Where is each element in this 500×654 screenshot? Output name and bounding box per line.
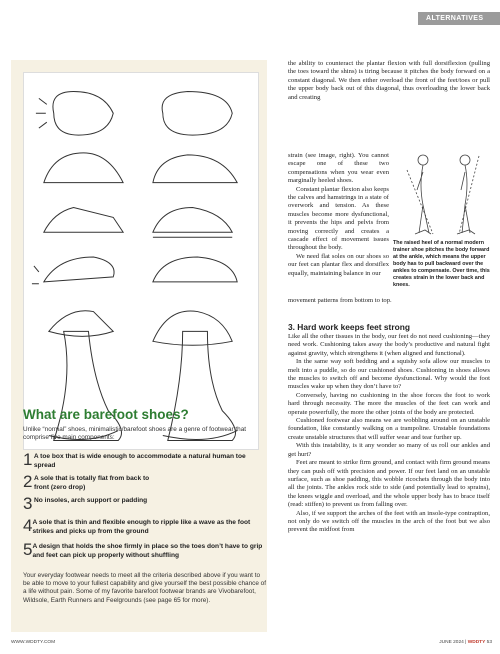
point-number: 1 [23,450,33,469]
article-paragraph: Like all the other tissues in the body, our feet do not need cushioning—they need work. Cushioning takes away the body’s productive and natural fight against gravity, which strengthens it (when aligned and functional). [288,333,490,357]
article-paragraph: Also, if we support the arches of the feet with an insole-type contraption, not only do we switch off the muscles in the arch of the foot but we also prevent the midfoot from [288,509,490,534]
point-number: 4 [23,516,33,535]
article-paragraph: Constant plantar flexion also keeps the calves and hamstrings in a state of overwork and tension. As these muscles become more dysfunctional, it prevents the hips and pelvis from moving correctly and creates a cascade effect of movement issues throughout the body. [288,185,389,252]
footer-date: JUNE 2024 [439,640,464,645]
list-item [23,518,265,536]
article-paragraph: Cushioned footwear also means we are wobbling around on an unstable foundation, like constantly walking on a trampoline. Unstable foundations create unstable structures that will suffer wear and tear further up. [288,417,490,441]
point-text: No insoles, arch support or padding [34,497,148,504]
posture-illustration [393,150,490,238]
list-item [23,496,265,511]
article-paragraph: movement patterns from bottom to top. [288,297,392,304]
footer-url[interactable]: WWW.WDDTY.COM [11,640,56,645]
page-number: 53 [486,640,492,645]
article-text-top [288,60,490,102]
footer-brand: WDDTY [467,640,486,645]
article-paragraph: In the same way soft bedding and a squishy sofa allow our muscles to melt into a puddle, so do our cushioned shoes. Cushioning in shoes allows the muscles to switch off and become dysfunctional. Why would the foot muscles wake up when they don’t have to? [288,358,490,391]
point-text: A toe box that is wide enough to accommodate a natural human toe spread [33,453,246,469]
article-paragraph: the ability to counteract the plantar flexion with full dorsiflexion (pulling the toes toward the shins) is tiring because it pitches the body forward on a constant diagonal. We then either overload the front of the feet/toes or pull the upper body back out of this diagonal, thus overloading the lower back and creating [288,60,490,101]
article-section-body [288,333,490,535]
shoe-comparison-illustration [23,72,259,450]
article-paragraph: strain (see image, right). You cannot escape one of these two compensations when you wear even marginally heeled shoes. [288,152,389,185]
point-text: A sole that is totally flat from back to front (zero drop) [34,475,150,491]
section-tab: ALTERNATIVES [418,12,500,25]
point-number: 3 [23,494,33,513]
point-text: A design that holds the shoe firmly in place so the toes don’t have to grip and feet can pick up properly without shuffling [32,543,263,559]
list-item [23,474,265,492]
article-paragraph: Conversely, having no cushioning in the shoe forces the foot to work hard through necessity. The more the muscles of the feet can work and operate powerfully, the more the other joints of the body are protected. [288,391,490,416]
point-text: A sole that is thin and flexible enough to ripple like a wave as the foot strikes and picks up from the ground [32,519,251,535]
footer-page-info: JUNE 2024 | WDDTY 53 [439,640,492,645]
article-text-narrow [288,152,389,278]
article-paragraph: Feet are meant to strike firm ground, and contact with firm ground means they can push off with precision and power. If our feet land on an unstable surface, such as shoe padding, this wobble ricochets through the body into all the joints. The ankles rock side to side (and potentially lead to sprains), the knees wiggle and overload, and the whole upper body has to brace itself (read: stiffen) to prevent us from falling over. [288,459,490,509]
sidebar-outro: Your everyday footwear needs to meet all the criteria described above if you want to be able to move to your fullest capability and give yourself the best possible chance of a life without pain. Some of my favorite barefoot footwear brands are Vivobarefoot, Wildsole, Earth Runners and Feelgrounds (see page 65 for more). [23,572,266,604]
figure-caption: The raised heel of a normal modern trainer shoe pitches the body forward at the ankle, which means the upper body has to pull backward over the ankles to compensate. Over time, this creates strain in the lower back and knees. [393,240,490,288]
sidebar-intro: Unlike “normal” shoes, minimalistic/barefoot shoes are a genre of footwear that comprise five main components: [23,426,247,442]
section-heading: 3. Hard work keeps feet strong [288,322,410,332]
article-text-bottom [288,297,490,305]
list-item [23,452,265,470]
article-paragraph: With this instability, is it any wonder so many of us roll our ankles and get hurt? [288,442,490,458]
point-number: 5 [23,540,33,559]
list-item [23,542,265,560]
point-number: 2 [23,472,33,491]
sidebar-box [11,60,267,632]
sidebar-title: What are barefoot shoes? [23,407,189,422]
article-paragraph: We need flat soles on our shoes so our feet can plantar flex and dorsiflex equally, maintaining balance in our [288,252,389,277]
